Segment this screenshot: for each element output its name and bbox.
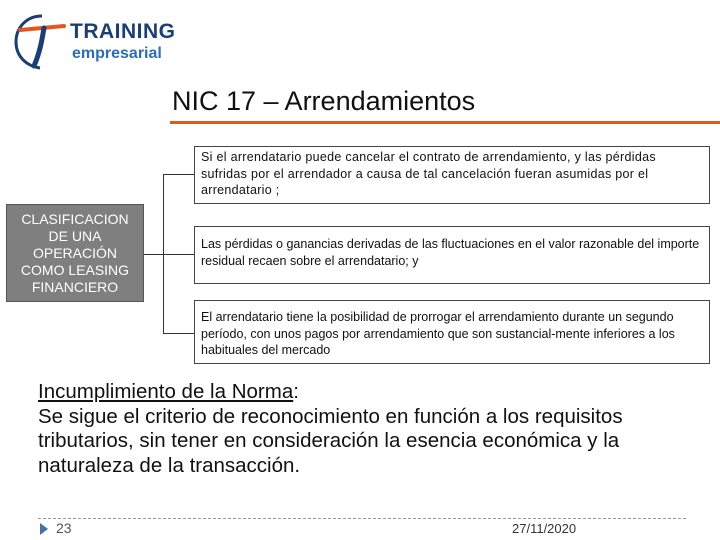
logo-text-empresarial: empresarial (72, 45, 162, 62)
condition-box-2 (194, 226, 710, 284)
logo-t-icon (14, 12, 70, 70)
condition-text-2: Las pérdidas o ganancias derivadas de las fluctuaciones en el valor razonable del importe residual recaen sobre el arrendatario; y (201, 237, 700, 268)
condition-text-3: El arrendatario tiene la posibilidad de prorrogar el arrendamiento durante un segundo período, con unos pagos por arrendamiento que son sustancial-mente inferiores a los habituales del mercado (201, 310, 675, 357)
bracket-bottom-branch (163, 333, 194, 334)
bracket-left-stub (144, 254, 163, 255)
classification-box (6, 204, 144, 302)
bracket-middle-branch (163, 254, 194, 255)
footer-date: 27/11/2020 (512, 521, 577, 536)
slide-title: NIC 17 – Arrendamientos (172, 86, 476, 116)
condition-box-1 (194, 146, 710, 204)
logo-text-training: TRAINING (70, 20, 176, 43)
company-logo (14, 12, 174, 70)
page-number: 23 (56, 520, 72, 536)
body-paragraph (38, 380, 688, 478)
condition-text-1: Si el arrendatario puede cancelar el contrato de arrendamiento, y las pérdidas sufridas por el arrendador a causa de tal cancelación fueran asumidas por el arrendatario ; (201, 150, 656, 197)
condition-box-3 (194, 300, 710, 364)
page-marker-icon (40, 523, 48, 535)
body-heading-colon: : (293, 380, 299, 403)
bracket-top-branch (163, 174, 194, 175)
footer-divider (38, 518, 686, 519)
body-text: Se sigue el criterio de reconocimiento en función a los requisitos tributarios, sin tener en consideración la esencia económica y la naturaleza de la transacción. (38, 404, 623, 477)
title-underline (170, 121, 720, 124)
classification-label: CLASIFICACION DE UNA OPERACIÓN COMO LEASING FINANCIERO (20, 210, 130, 295)
body-heading: Incumplimiento de la Norma (38, 380, 294, 403)
